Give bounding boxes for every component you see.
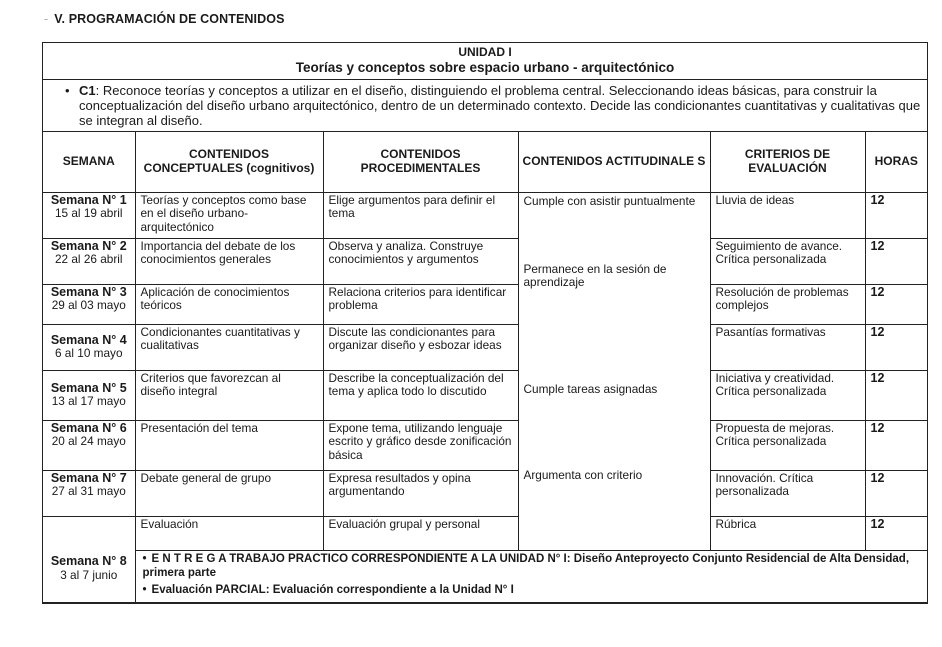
criterio-cell: Lluvia de ideas (710, 192, 865, 238)
conceptual-cell: Debate general de grupo (135, 470, 323, 516)
hours-cell: 12 (865, 324, 927, 370)
criterio-cell: Pasantías formativas (710, 324, 865, 370)
actitudinal-item: Argumenta con criterio (523, 467, 643, 482)
week-cell: Semana N° 2 22 al 26 abril (43, 238, 135, 284)
procedimental-cell: Expone tema, utilizando lenguaje escrito y gráfico desde zonificación básica (323, 420, 518, 470)
procedimental-cell: Evaluación grupal y personal (323, 516, 518, 550)
header-procedimentales: CONTENIDOS PROCEDIMENTALES (323, 132, 518, 192)
header-semana: SEMANA (43, 132, 135, 192)
conceptual-cell: Criterios que favorezcan al diseño integral (135, 370, 323, 420)
table-row (43, 284, 927, 324)
hours-cell: 12 (865, 516, 927, 550)
table-row (43, 470, 927, 516)
hours-cell: 12 (865, 470, 927, 516)
hours-cell: 12 (865, 370, 927, 420)
week-cell: Semana N° 4 6 al 10 mayo (43, 324, 135, 370)
notes-row (43, 550, 927, 602)
procedimental-cell: Elige argumentos para definir el tema (323, 192, 518, 238)
actitudinal-item: Permanece en la sesión de aprendizaje (523, 261, 667, 289)
table-row (43, 238, 927, 284)
notes-cell (135, 550, 927, 602)
table-row (43, 370, 927, 420)
week-cell: Semana N° 1 15 al 19 abril (43, 192, 135, 238)
conceptual-cell: Evaluación (135, 516, 323, 550)
conceptual-cell: Presentación del tema (135, 420, 323, 470)
table-header-row (43, 132, 927, 192)
procedimental-cell: Expresa resultados y opina argumentando (323, 470, 518, 516)
conceptual-cell: Importancia del debate de los conocimientos generales (135, 238, 323, 284)
competence-code: C1 (79, 83, 96, 98)
table-row (43, 192, 927, 238)
week-cell: Semana N° 5 13 al 17 mayo (43, 370, 135, 420)
competence-statement (43, 80, 927, 132)
conceptual-cell: Condicionantes cuantitativas y cualitativas (135, 324, 323, 370)
table-row (43, 420, 927, 470)
procedimental-cell: Observa y analiza. Construye conocimientos y argumentos (323, 238, 518, 284)
unit-header (43, 43, 927, 80)
criterio-cell: Iniciativa y creatividad. Crítica personalizada (710, 370, 865, 420)
header-criterios: CRITERIOS DE EVALUACIÓN (710, 132, 865, 192)
conceptual-cell: Aplicación de conocimientos teóricos (135, 284, 323, 324)
week-cell: Semana N° 6 20 al 24 mayo (43, 420, 135, 470)
hours-cell: 12 (865, 284, 927, 324)
actitudinal-item: Cumple con asistir puntualmente (523, 193, 696, 208)
week-cell: Semana N° 8 3 al 7 junio (43, 516, 135, 602)
unit-label: UNIDAD I (458, 45, 512, 59)
competence-text: : Reconoce teorías y conceptos a utilizar en el diseño, distinguiendo el problema central. Seleccionando ideas básicas, para construir la conceptualización del diseño urbano arquitectónico, dentro de un determinado contexto. Decide las condicionantes cuantitativas y cualitativas que se integran al diseño. (79, 83, 921, 128)
header-horas: HORAS (865, 132, 927, 192)
bullet-icon: • (65, 83, 70, 98)
table-row (43, 324, 927, 370)
hours-cell: 12 (865, 192, 927, 238)
criterio-cell: Propuesta de mejoras. Crítica personalizada (710, 420, 865, 470)
conceptual-cell: Teorías y conceptos como base en el diseño urbano-arquitectónico (135, 192, 323, 238)
procedimental-cell: Discute las condicionantes para organizar diseño y esbozar ideas (323, 324, 518, 370)
note-item: • Evaluación PARCIAL: Evaluación correspondiente a la Unidad N° I (142, 583, 514, 596)
section-title: - V. PROGRAMACIÓN DE CONTENIDOS (44, 12, 285, 26)
unit-name: Teorías y conceptos sobre espacio urbano - arquitectónico (295, 60, 675, 75)
content-table (43, 132, 927, 603)
header-conceptuales: CONTENIDOS CONCEPTUALES (cognitivos) (135, 132, 323, 192)
criterio-cell: Innovación. Crítica personalizada (710, 470, 865, 516)
table-row (43, 516, 927, 550)
header-actitudinales: CONTENIDOS ACTITUDINALE S (518, 132, 710, 192)
procedimental-cell: Relaciona criterios para identificar problema (323, 284, 518, 324)
hours-cell: 12 (865, 238, 927, 284)
week-cell: Semana N° 3 29 al 03 mayo (43, 284, 135, 324)
hours-cell: 12 (865, 420, 927, 470)
criterio-cell: Rúbrica (710, 516, 865, 550)
procedimental-cell: Describe la conceptualización del tema y aplica todo lo discutido (323, 370, 518, 420)
note-item: • E N T R E G A TRABAJO PRACTICO CORRESPONDIENTE A LA UNIDAD N° I: Diseño Anteproyecto Conjunto Residencial de Alta Densidad, primera parte (142, 552, 910, 579)
criterio-cell: Seguimiento de avance. Crítica personalizada (710, 238, 865, 284)
criterio-cell: Resolución de problemas complejos (710, 284, 865, 324)
week-cell: Semana N° 7 27 al 31 mayo (43, 470, 135, 516)
unit-programming-table (42, 42, 928, 604)
actitudinal-item: Cumple tareas asignadas (523, 381, 658, 396)
actitudinal-cell (518, 192, 710, 550)
